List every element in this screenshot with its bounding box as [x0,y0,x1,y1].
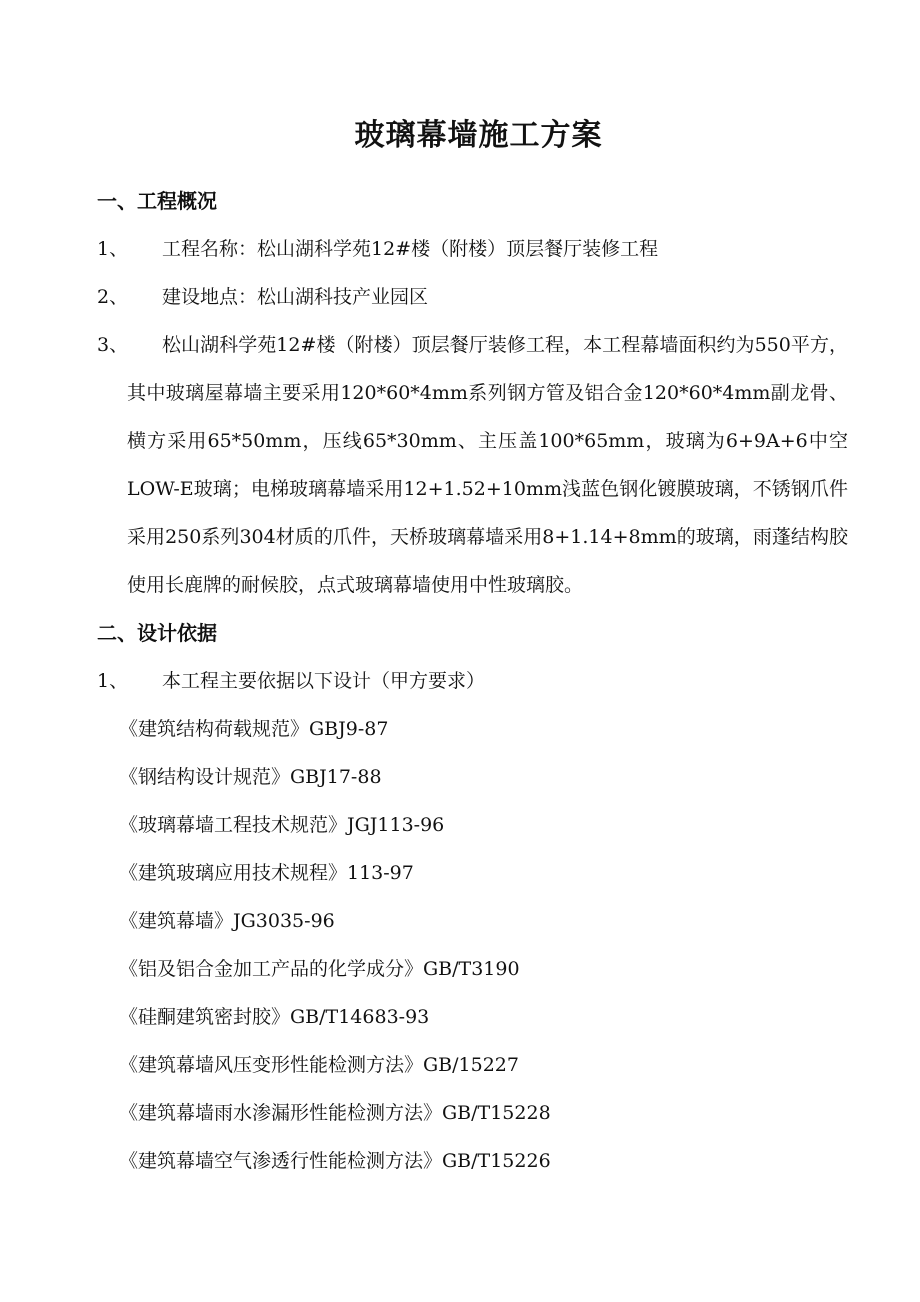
list-item-paragraph [97,321,848,609]
list-item [97,657,848,705]
standard-item: 《建筑幕墙》JG3035-96 [119,910,335,932]
standard-item: 《建筑幕墙风压变形性能检测方法》GB/15227 [119,1054,519,1076]
item-number: 1、 [97,238,129,260]
item-number: 1、 [97,670,129,692]
item-text: 本工程主要依据以下设计（甲方要求） [162,670,486,692]
list-item [97,273,848,321]
list-item [97,225,848,273]
standard-item: 《建筑幕墙空气渗透行性能检测方法》GB/T15226 [119,1150,551,1172]
standard-item: 《铝及铝合金加工产品的化学成分》GB/T3190 [119,958,520,980]
item-text: 工程名称：松山湖科学苑12#楼（附楼）顶层餐厅装修工程 [162,238,659,260]
document-title: 玻璃幕墙施工方案 [354,118,603,153]
standard-item: 《硅酮建筑密封胶》GB/T14683-93 [119,1006,430,1028]
section-heading-overview: 一、工程概况 [97,189,217,213]
standard-item: 《建筑玻璃应用技术规程》113-97 [119,862,414,884]
item-number: 3、 [97,334,129,356]
item-paragraph-text: 松山湖科学苑12#楼（附楼）顶层餐厅装修工程，本工程幕墙面积约为550平方，其中玻璃屋幕墙主要采用120*60*4mm系列钢方管及铝合金120*60*4mm副龙骨、横方采用65*50mm，压线65*30mm、主压盖100*65mm，玻璃为6+9A+6中空LOW-E玻璃；电梯玻璃幕墙采用12+1.52+10mm浅蓝色钢化镀膜玻璃，不锈钢爪件采用250系列304材质的爪件，天桥玻璃幕墙采用8+1.14+8mm的玻璃，雨蓬结构胶使用长鹿牌的耐候胶，点式玻璃幕墙使用中性玻璃胶。 [127,334,848,596]
section-heading-design-basis: 二、设计依据 [97,621,217,645]
item-text: 建设地点：松山湖科技产业园区 [162,286,429,308]
item-number: 2、 [97,286,129,308]
standard-item: 《建筑幕墙雨水渗漏形性能检测方法》GB/T15228 [119,1102,551,1124]
standard-item: 《建筑结构荷载规范》GBJ9-87 [119,718,389,740]
standard-item: 《钢结构设计规范》GBJ17-88 [119,766,382,788]
standards-list [97,705,848,1185]
standard-item: 《玻璃幕墙工程技术规范》JGJ113-96 [119,814,445,836]
